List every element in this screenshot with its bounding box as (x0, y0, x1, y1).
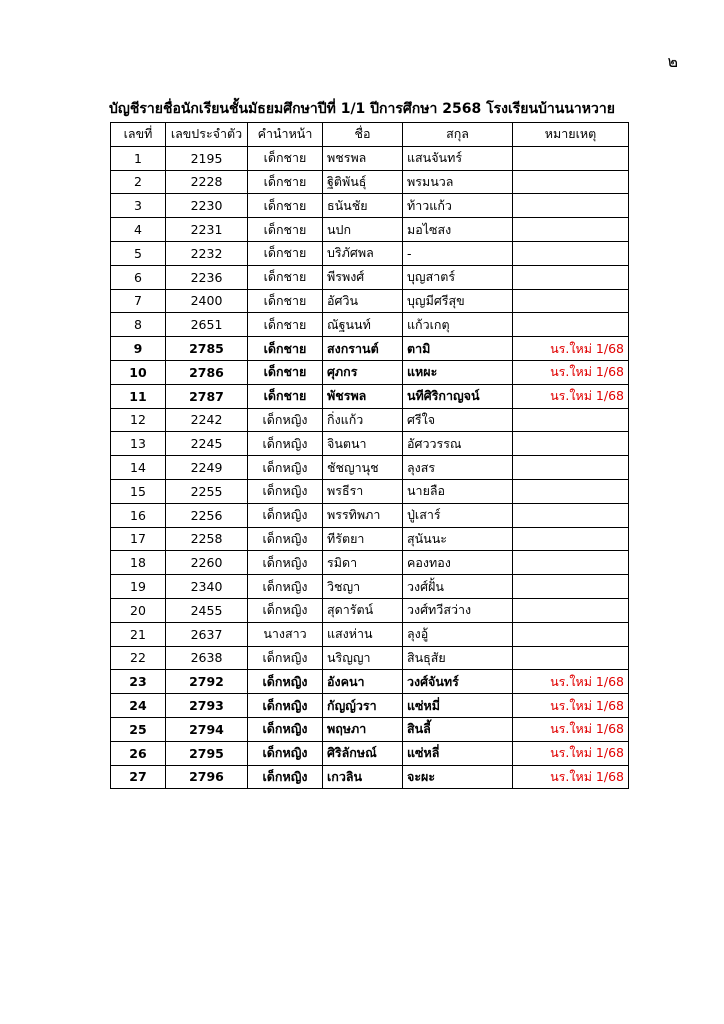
page-number: ๒ (667, 52, 678, 71)
table-row (111, 694, 629, 718)
cell-last-name: วงศ์ทวีสว่าง (403, 598, 513, 622)
table-row (111, 218, 629, 242)
cell-last-name: นทีศิริกาญจน์ (403, 384, 513, 408)
cell-note (513, 575, 629, 599)
table-row (111, 503, 629, 527)
cell-first-name: จินตนา (323, 432, 403, 456)
cell-note (513, 503, 629, 527)
cell-prefix: เด็กหญิง (248, 694, 323, 718)
cell-note: นร.ใหม่ 1/68 (513, 384, 629, 408)
cell-student-id: 2638 (166, 646, 248, 670)
cell-no: 14 (111, 456, 166, 480)
cell-last-name: ลุงสร (403, 456, 513, 480)
cell-note (513, 194, 629, 218)
cell-no: 21 (111, 622, 166, 646)
student-roster-table (110, 122, 629, 789)
cell-first-name: นริญญา (323, 646, 403, 670)
cell-student-id: 2651 (166, 313, 248, 337)
cell-note (513, 218, 629, 242)
table-row (111, 765, 629, 789)
table-row (111, 479, 629, 503)
cell-student-id: 2792 (166, 670, 248, 694)
cell-last-name: สุนันนะ (403, 527, 513, 551)
table-row (111, 575, 629, 599)
cell-last-name: ปู่เสาร์ (403, 503, 513, 527)
cell-prefix: เด็กหญิง (248, 503, 323, 527)
cell-student-id: 2231 (166, 218, 248, 242)
cell-prefix: เด็กหญิง (248, 717, 323, 741)
cell-note: นร.ใหม่ 1/68 (513, 694, 629, 718)
cell-note: นร.ใหม่ 1/68 (513, 765, 629, 789)
cell-first-name: กิ่งแก้ว (323, 408, 403, 432)
table-row (111, 598, 629, 622)
table-row (111, 194, 629, 218)
table-row (111, 456, 629, 480)
cell-first-name: เกวลิน (323, 765, 403, 789)
cell-first-name: ณัฐนนท์ (323, 313, 403, 337)
cell-note (513, 479, 629, 503)
cell-first-name: พีรพงศ์ (323, 265, 403, 289)
cell-prefix: เด็กชาย (248, 337, 323, 361)
cell-last-name: พรมนวล (403, 170, 513, 194)
cell-note (513, 646, 629, 670)
cell-prefix: เด็กหญิง (248, 575, 323, 599)
cell-first-name: ชัชญานุช (323, 456, 403, 480)
cell-first-name: พรรทิพภา (323, 503, 403, 527)
cell-student-id: 2255 (166, 479, 248, 503)
cell-no: 3 (111, 194, 166, 218)
cell-no: 24 (111, 694, 166, 718)
cell-last-name: - (403, 241, 513, 265)
table-row (111, 289, 629, 313)
table-row (111, 741, 629, 765)
header-prefix: คำนำหน้า (248, 123, 323, 147)
cell-first-name: ศุภกร (323, 360, 403, 384)
cell-last-name: บุญสาตร์ (403, 265, 513, 289)
cell-no: 4 (111, 218, 166, 242)
cell-note (513, 551, 629, 575)
cell-first-name: ทีรัตยา (323, 527, 403, 551)
cell-note (513, 598, 629, 622)
table-row (111, 337, 629, 361)
cell-prefix: เด็กหญิง (248, 670, 323, 694)
cell-no: 13 (111, 432, 166, 456)
cell-note (513, 432, 629, 456)
cell-student-id: 2787 (166, 384, 248, 408)
table-row (111, 717, 629, 741)
cell-note (513, 146, 629, 170)
table-row (111, 551, 629, 575)
cell-student-id: 2256 (166, 503, 248, 527)
cell-note (513, 289, 629, 313)
cell-first-name: ธนันชัย (323, 194, 403, 218)
cell-student-id: 2260 (166, 551, 248, 575)
cell-prefix: เด็กชาย (248, 194, 323, 218)
cell-no: 18 (111, 551, 166, 575)
cell-prefix: เด็กหญิง (248, 765, 323, 789)
cell-last-name: สินธุสัย (403, 646, 513, 670)
cell-last-name: คองทอง (403, 551, 513, 575)
cell-note: นร.ใหม่ 1/68 (513, 741, 629, 765)
table-row (111, 360, 629, 384)
cell-no: 16 (111, 503, 166, 527)
cell-last-name: วงศ์จันทร์ (403, 670, 513, 694)
cell-prefix: นางสาว (248, 622, 323, 646)
cell-student-id: 2794 (166, 717, 248, 741)
cell-note (513, 241, 629, 265)
cell-note: นร.ใหม่ 1/68 (513, 337, 629, 361)
cell-student-id: 2793 (166, 694, 248, 718)
table-row (111, 313, 629, 337)
table-row (111, 146, 629, 170)
cell-no: 5 (111, 241, 166, 265)
header-first-name: ชื่อ (323, 123, 403, 147)
cell-note: นร.ใหม่ 1/68 (513, 670, 629, 694)
cell-first-name: สงกรานต์ (323, 337, 403, 361)
cell-first-name: วิชญา (323, 575, 403, 599)
cell-prefix: เด็กหญิง (248, 456, 323, 480)
cell-no: 20 (111, 598, 166, 622)
cell-student-id: 2195 (166, 146, 248, 170)
cell-note (513, 456, 629, 480)
cell-student-id: 2236 (166, 265, 248, 289)
cell-prefix: เด็กชาย (248, 218, 323, 242)
cell-no: 25 (111, 717, 166, 741)
cell-no: 11 (111, 384, 166, 408)
cell-student-id: 2340 (166, 575, 248, 599)
cell-prefix: เด็กชาย (248, 360, 323, 384)
cell-no: 26 (111, 741, 166, 765)
cell-last-name: แซ่หมี่ (403, 694, 513, 718)
cell-no: 9 (111, 337, 166, 361)
cell-last-name: แก้วเกตุ (403, 313, 513, 337)
cell-prefix: เด็กหญิง (248, 598, 323, 622)
cell-prefix: เด็กชาย (248, 289, 323, 313)
cell-last-name: จะผะ (403, 765, 513, 789)
cell-prefix: เด็กหญิง (248, 741, 323, 765)
cell-no: 8 (111, 313, 166, 337)
cell-student-id: 2232 (166, 241, 248, 265)
cell-note (513, 170, 629, 194)
cell-first-name: สุดารัตน์ (323, 598, 403, 622)
table-row (111, 170, 629, 194)
cell-first-name: พรธีรา (323, 479, 403, 503)
cell-last-name: วงศ์ฝั้น (403, 575, 513, 599)
cell-first-name: แสงห่าน (323, 622, 403, 646)
cell-prefix: เด็กหญิง (248, 479, 323, 503)
cell-last-name: มอไซสง (403, 218, 513, 242)
document-title: บัญชีรายชื่อนักเรียนชั้นมัธยมศึกษาปีที่ 1/1 ปีการศึกษา 2568 โรงเรียนบ้านนาหวาย (109, 101, 615, 117)
header-no: เลขที่ (111, 123, 166, 147)
cell-no: 10 (111, 360, 166, 384)
roster-body (111, 146, 629, 789)
table-row (111, 265, 629, 289)
cell-note (513, 622, 629, 646)
cell-no: 27 (111, 765, 166, 789)
header-note: หมายเหตุ (513, 123, 629, 147)
cell-no: 17 (111, 527, 166, 551)
cell-student-id: 2796 (166, 765, 248, 789)
cell-prefix: เด็กชาย (248, 313, 323, 337)
cell-first-name: บริภัศพล (323, 241, 403, 265)
cell-prefix: เด็กหญิง (248, 408, 323, 432)
cell-first-name: ฐิติพันธุ์ (323, 170, 403, 194)
table-row (111, 622, 629, 646)
table-row (111, 670, 629, 694)
cell-last-name: อัศววรรณ (403, 432, 513, 456)
cell-no: 15 (111, 479, 166, 503)
cell-student-id: 2230 (166, 194, 248, 218)
cell-student-id: 2400 (166, 289, 248, 313)
cell-student-id: 2242 (166, 408, 248, 432)
cell-last-name: ตามิ (403, 337, 513, 361)
cell-note: นร.ใหม่ 1/68 (513, 360, 629, 384)
table-row (111, 646, 629, 670)
cell-last-name: บุญมีศรีสุข (403, 289, 513, 313)
cell-prefix: เด็กหญิง (248, 527, 323, 551)
cell-no: 23 (111, 670, 166, 694)
cell-no: 2 (111, 170, 166, 194)
cell-no: 19 (111, 575, 166, 599)
header-row (111, 123, 629, 147)
cell-prefix: เด็กหญิง (248, 646, 323, 670)
cell-first-name: ศิริลักษณ์ (323, 741, 403, 765)
cell-prefix: เด็กชาย (248, 241, 323, 265)
cell-last-name: สินลี้ (403, 717, 513, 741)
cell-last-name: ท้าวแก้ว (403, 194, 513, 218)
cell-prefix: เด็กชาย (248, 170, 323, 194)
cell-last-name: แสนจันทร์ (403, 146, 513, 170)
header-last-name: สกุล (403, 123, 513, 147)
cell-prefix: เด็กหญิง (248, 551, 323, 575)
table-row (111, 384, 629, 408)
table-row (111, 432, 629, 456)
cell-no: 1 (111, 146, 166, 170)
table-row (111, 527, 629, 551)
cell-no: 12 (111, 408, 166, 432)
cell-last-name: นายลือ (403, 479, 513, 503)
cell-first-name: พฤษภา (323, 717, 403, 741)
table-row (111, 408, 629, 432)
cell-first-name: อังคนา (323, 670, 403, 694)
cell-student-id: 2637 (166, 622, 248, 646)
cell-first-name: พชรพล (323, 146, 403, 170)
table-row (111, 241, 629, 265)
cell-student-id: 2258 (166, 527, 248, 551)
cell-student-id: 2795 (166, 741, 248, 765)
header-student-id: เลขประจำตัว (166, 123, 248, 147)
cell-note (513, 408, 629, 432)
cell-no: 6 (111, 265, 166, 289)
cell-first-name: พัชรพล (323, 384, 403, 408)
cell-last-name: แหผะ (403, 360, 513, 384)
cell-first-name: อัศวิน (323, 289, 403, 313)
cell-note (513, 265, 629, 289)
cell-student-id: 2249 (166, 456, 248, 480)
cell-no: 22 (111, 646, 166, 670)
cell-last-name: แซ่หลี่ (403, 741, 513, 765)
cell-first-name: กัญญ์วรา (323, 694, 403, 718)
cell-first-name: นปก (323, 218, 403, 242)
cell-prefix: เด็กหญิง (248, 432, 323, 456)
cell-student-id: 2785 (166, 337, 248, 361)
cell-first-name: รมิดา (323, 551, 403, 575)
cell-note: นร.ใหม่ 1/68 (513, 717, 629, 741)
cell-last-name: ศรีใจ (403, 408, 513, 432)
cell-student-id: 2228 (166, 170, 248, 194)
cell-no: 7 (111, 289, 166, 313)
cell-prefix: เด็กชาย (248, 384, 323, 408)
cell-prefix: เด็กชาย (248, 146, 323, 170)
cell-note (513, 313, 629, 337)
cell-note (513, 527, 629, 551)
cell-student-id: 2245 (166, 432, 248, 456)
cell-student-id: 2455 (166, 598, 248, 622)
cell-student-id: 2786 (166, 360, 248, 384)
cell-last-name: ลุงอู้ (403, 622, 513, 646)
cell-prefix: เด็กชาย (248, 265, 323, 289)
